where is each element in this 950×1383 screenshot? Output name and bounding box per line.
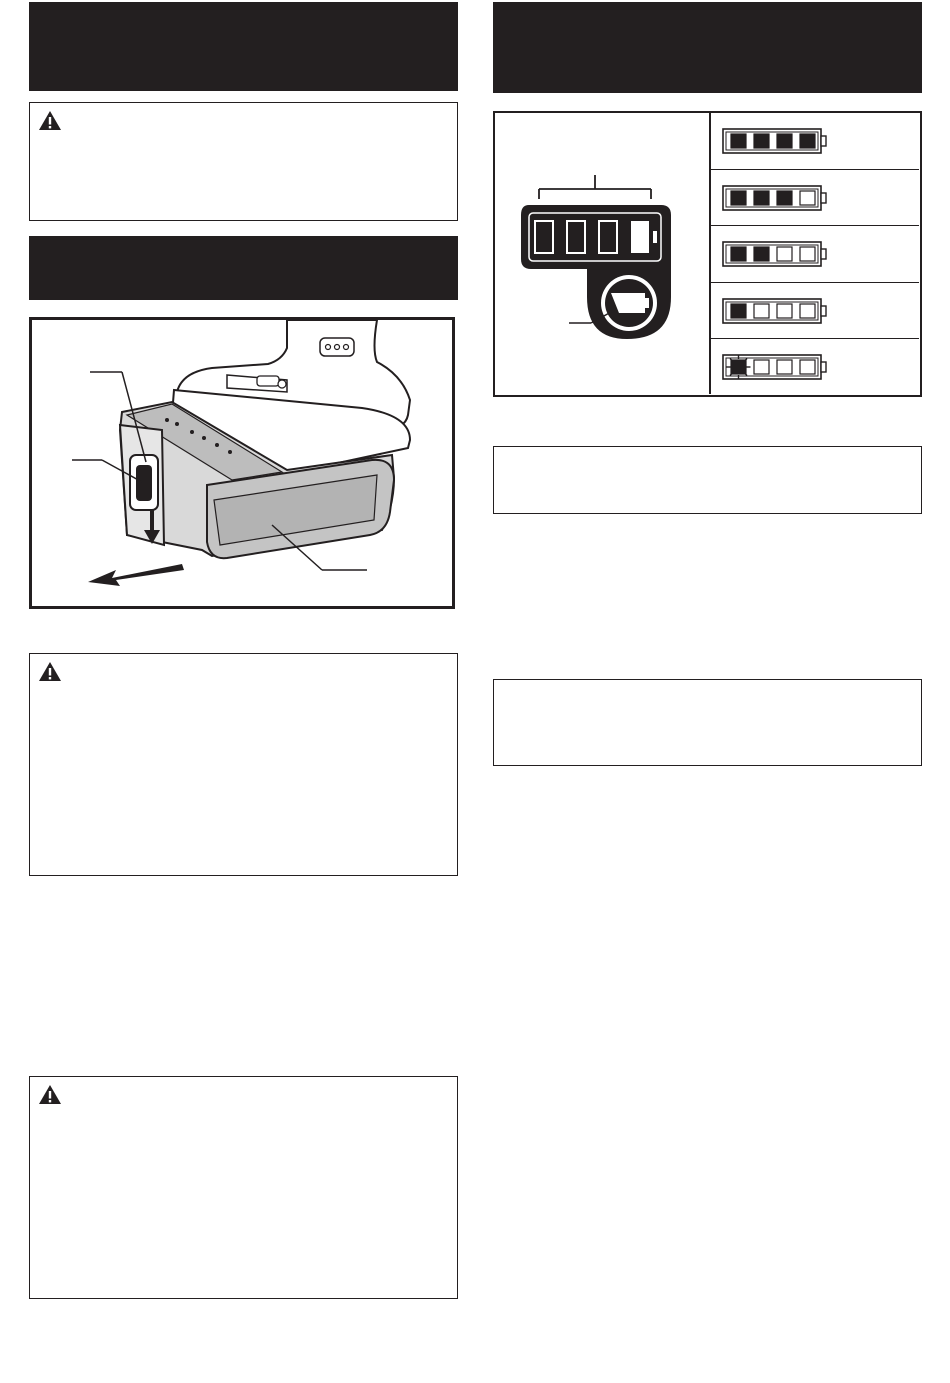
- battery-level-segment: [800, 304, 815, 318]
- battery-level-icon: [721, 296, 831, 326]
- note-box: [493, 679, 922, 766]
- battery-level-row: [711, 338, 919, 394]
- battery-level-segment: [754, 134, 769, 148]
- battery-level-segment: [777, 304, 792, 318]
- warning-triangle-icon: [38, 661, 62, 682]
- battery-level-segment: [800, 191, 815, 205]
- battery-level-segment: [777, 360, 792, 374]
- battery-level-row: [711, 113, 919, 169]
- battery-level-segment: [731, 304, 746, 318]
- battery-removal-figure: [29, 317, 455, 609]
- battery-level-segment: [754, 360, 769, 374]
- battery-level-row: [711, 225, 919, 281]
- warning-triangle-icon: [38, 110, 62, 131]
- battery-level-segment: [754, 247, 769, 261]
- battery-indicator-panel-icon: [495, 113, 709, 394]
- tool-battery-illustration: [32, 320, 452, 606]
- battery-level-segment: [800, 134, 815, 148]
- battery-level-segment: [731, 247, 746, 261]
- warning-box: [29, 102, 458, 221]
- battery-level-segment: [777, 134, 792, 148]
- battery-level-segment: [777, 191, 792, 205]
- battery-level-row: [711, 282, 919, 338]
- section-header-bar: [493, 2, 922, 93]
- battery-level-segment: [800, 247, 815, 261]
- warning-box: [29, 653, 458, 876]
- section-header-bar: [29, 2, 458, 91]
- warning-box: [29, 1076, 458, 1299]
- section-header-bar: [29, 236, 458, 300]
- battery-level-list: [711, 113, 919, 394]
- battery-level-segment: [800, 360, 815, 374]
- battery-level-icon: [721, 239, 831, 269]
- battery-level-segment: [754, 304, 769, 318]
- battery-indicator-figure: [493, 111, 922, 397]
- battery-level-row: [711, 169, 919, 225]
- battery-level-icon: [721, 352, 831, 382]
- warning-triangle-icon: [38, 1084, 62, 1105]
- note-box: [493, 446, 922, 514]
- battery-level-icon: [721, 126, 831, 156]
- battery-level-segment: [731, 360, 746, 374]
- battery-level-segment: [731, 134, 746, 148]
- battery-level-segment: [754, 191, 769, 205]
- battery-level-segment: [777, 247, 792, 261]
- battery-level-segment: [731, 191, 746, 205]
- battery-level-icon: [721, 183, 831, 213]
